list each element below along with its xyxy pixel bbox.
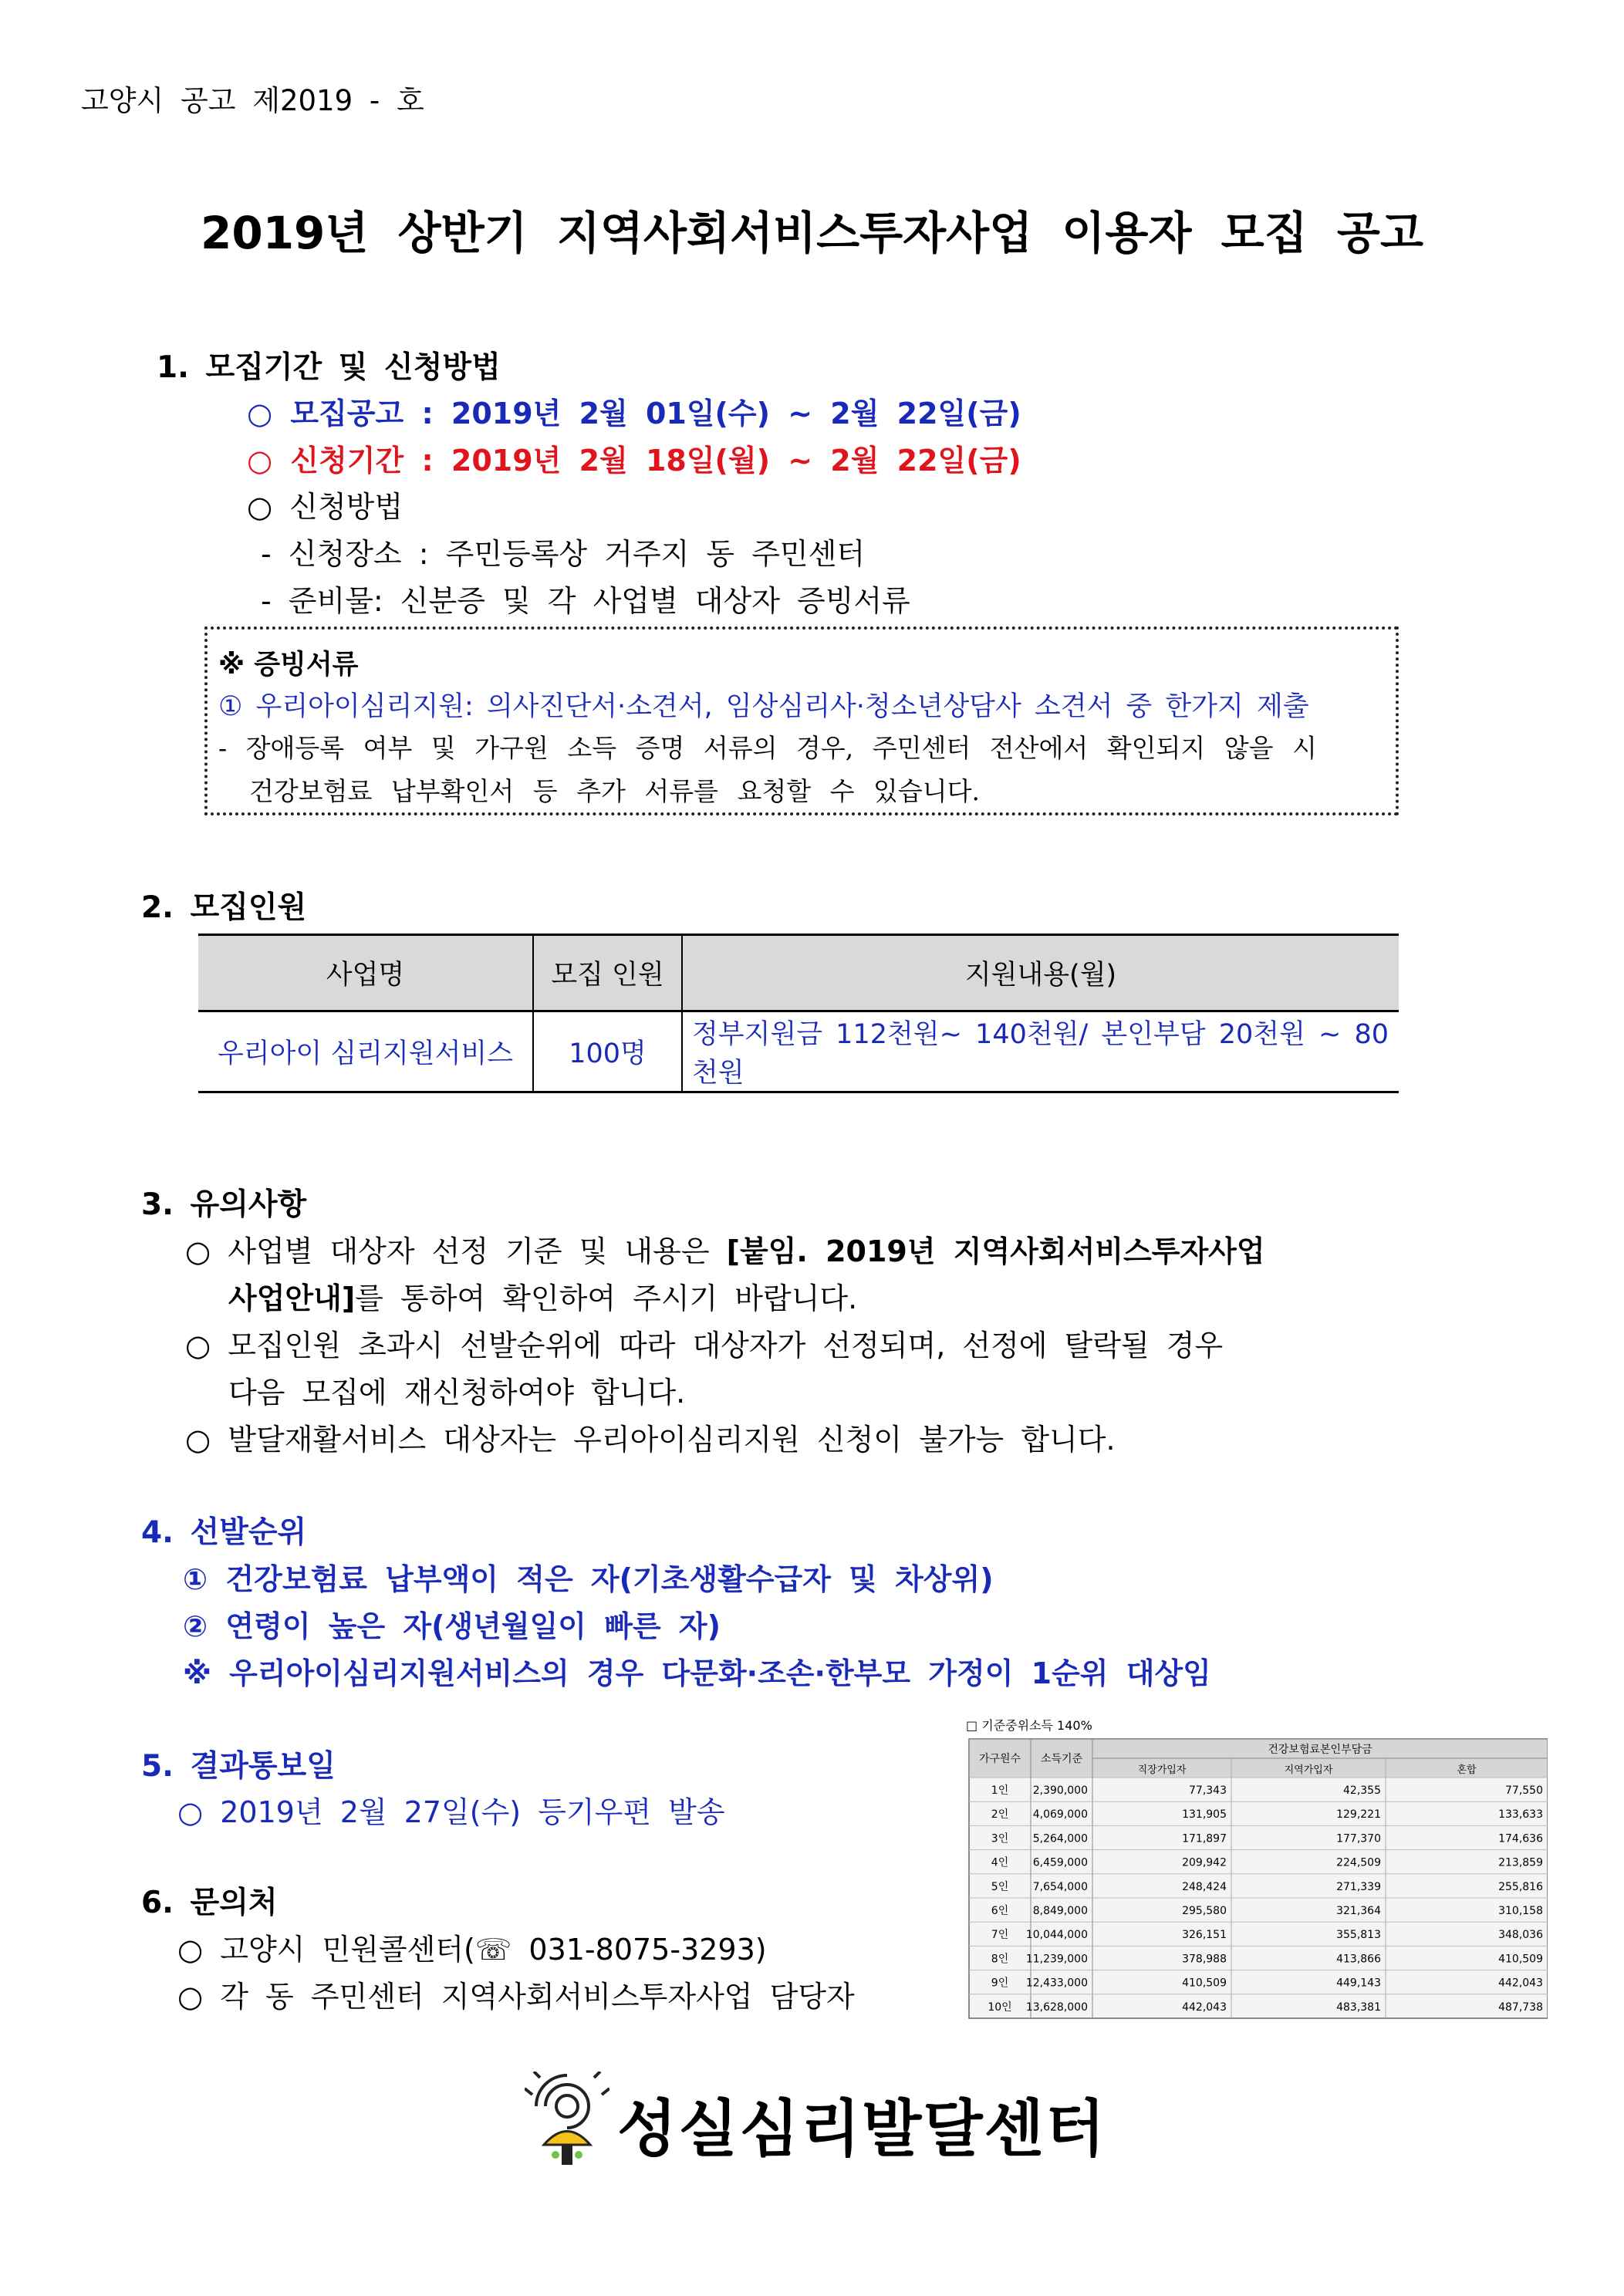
income-table-subheader: 지역가입자 [1284,1764,1333,1776]
notice-item-1-ref: [붙임. 2019년 지역사회서비스투자사업 [726,1234,1265,1268]
income-table-cell: 348,036 [1498,1929,1543,1942]
income-table-cell: 8,849,000 [1032,1905,1088,1917]
notice-item-2: ○ 모집인원 초과시 선발순위에 따라 대상자가 선정되며, 선정에 탈락될 경우 [185,1329,1224,1362]
income-table-cell: 77,343 [1189,1784,1227,1797]
section-4-heading: 4. 선발순위 [141,1515,307,1550]
document-number: 고양시 공고 제2019 - 호 [81,84,424,117]
notice-item-1 [185,1227,1265,1270]
income-table-cell: 13,628,000 [1025,2001,1088,2014]
section-3-heading: 3. 유의사항 [141,1187,307,1222]
notice-item-1-ref-end: 사업안내] [228,1281,356,1315]
income-table-cell: 442,043 [1182,2001,1227,2014]
evidence-title: ※ 증빙서류 [218,650,359,680]
application-method-label: ○ 신청방법 [247,490,403,524]
income-table-cell: 77,550 [1505,1784,1543,1797]
preparation-items: - 준비물: 신분증 및 각 사업별 대상자 증빙서류 [261,584,910,618]
income-table-cell: 410,509 [1498,1953,1543,1966]
income-table-subheader: 혼합 [1457,1764,1477,1776]
income-table-cell: 255,816 [1498,1880,1543,1893]
section-1-heading: 1. 모집기간 및 신청방법 [157,350,501,385]
notice-item-1-text-end: 를 통하여 확인하여 주시기 바랍니다. [355,1281,858,1315]
income-table-cell: 10인 [988,2001,1012,2014]
income-table-cell: 378,988 [1182,1953,1227,1966]
income-table-cell: 129,221 [1336,1808,1381,1822]
evidence-note-line-2: 건강보험료 납부확인서 등 추가 서류를 요청할 수 있습니다. [249,776,980,806]
recruit-announce-period: ○ 모집공고 : 2019년 2월 01일(수) ~ 2월 22일(금) [247,397,1021,430]
income-table-cell: 413,866 [1336,1953,1381,1966]
contact-callcenter: ○ 고양시 민원콜센터(☏ 031-8075-3293) [177,1933,767,1967]
income-table-cell: 487,738 [1498,2001,1543,2014]
income-table-cell: 8인 [991,1953,1009,1966]
center-logo-text: 성실심리발달센터 [617,2093,1107,2165]
income-table-cell: 11,239,000 [1025,1953,1088,1966]
notice-item-2-cont: 다음 모집에 재신청하여야 합니다. [228,1376,686,1410]
income-table-caption: □ 기준중위소득 140% [966,1718,1092,1733]
income-table-cell: 2인 [991,1808,1009,1822]
income-table-header-household: 가구원수 [978,1753,1021,1765]
income-table-cell: 177,370 [1336,1832,1381,1845]
center-logo-icon [525,2071,609,2168]
recruit-count-cell: 100명 [533,1011,682,1092]
table-header-row [198,935,1399,1011]
recruitment-table [198,934,1399,1093]
income-table-cell: 10,044,000 [1025,1929,1088,1942]
income-standard-table [963,1714,1548,2023]
column-header: 사업명 [198,935,533,1011]
income-table-cell: 224,509 [1336,1856,1381,1869]
evidence-item-1: ① 우리아이심리지원: 의사진단서·소견서, 임상심리사·청소년상담사 소견서 중 한가지 제출 [218,691,1309,722]
income-table-cell: 3인 [991,1832,1009,1845]
section-5-heading: 5. 결과통보일 [141,1749,336,1784]
income-table-cell: 326,151 [1182,1929,1227,1942]
income-table-cell: 483,381 [1336,2001,1381,2014]
income-table-cell: 6인 [991,1905,1009,1917]
notice-item-3: ○ 발달재활서비스 대상자는 우리아이심리지원 신청이 불가능 합니다. [185,1423,1116,1457]
income-table-cell: 9인 [991,1977,1009,1990]
application-period: ○ 신청기간 : 2019년 2월 18일(월) ~ 2월 22일(금) [247,444,1021,478]
income-table-header-income: 소득기준 [1040,1753,1083,1765]
application-place: - 신청장소 : 주민등록상 거주지 동 주민센터 [261,537,866,571]
notice-item-1-text: ○ 사업별 대상자 선정 기준 및 내용은 [185,1234,727,1268]
contact-community-center: ○ 각 동 주민센터 지역사회서비스투자사업 담당자 [177,1980,855,2014]
table-row [198,1011,1399,1092]
income-table-cell: 271,339 [1336,1880,1381,1893]
income-table-cell: 6,459,000 [1032,1856,1088,1869]
income-table-cell: 4,069,000 [1032,1808,1088,1822]
section-6-heading: 6. 문의처 [141,1886,278,1920]
income-table-cell: 310,158 [1498,1905,1543,1917]
priority-2: ② 연령이 높은 자(생년월일이 빠른 자) [183,1609,721,1643]
program-name-cell: 우리아이 심리지원서비스 [198,1011,533,1092]
income-table-cell: 410,509 [1182,1977,1227,1990]
income-table-cell: 213,859 [1498,1856,1543,1869]
income-table-header-group: 건강보험료본인부담금 [1268,1744,1372,1756]
income-table-cell: 449,143 [1336,1977,1381,1990]
income-table-cell: 209,942 [1182,1856,1227,1869]
result-date: ○ 2019년 2월 27일(수) 등기우편 발송 [177,1795,725,1829]
income-table-cell: 2,390,000 [1032,1784,1088,1797]
income-table-cell: 4인 [991,1856,1009,1869]
section-2-heading: 2. 모집인원 [141,890,307,925]
column-header: 모집 인원 [533,935,682,1011]
income-table-cell: 174,636 [1498,1832,1543,1845]
page-title: 2019년 상반기 지역사회서비스투자사업 이용자 모집 공고 [200,207,1423,259]
support-content-cell: 정부지원금 112천원~ 140천원/ 본인부담 20천원 ~ 80천원 [682,1011,1399,1092]
income-table-cell: 12,433,000 [1025,1977,1088,1990]
income-table-cell: 5,264,000 [1032,1832,1088,1845]
income-table-cell: 7,654,000 [1032,1880,1088,1893]
priority-1: ① 건강보험료 납부액이 적은 자(기초생활수급자 및 차상위) [183,1562,994,1596]
notice-item-1-cont [228,1275,857,1317]
income-table-cell: 248,424 [1182,1880,1227,1893]
income-table-cell: 1인 [991,1784,1009,1797]
income-table-cell: 133,633 [1498,1808,1543,1822]
income-table-subheader: 직장가입자 [1137,1764,1187,1776]
income-table-cell: 42,355 [1343,1784,1381,1797]
evidence-note-line-1: - 장애등록 여부 및 가구원 소득 증명 서류의 경우, 주민센터 전산에서 확인되지 않을 시 [218,733,1317,763]
evidence-documents-box [204,626,1399,815]
income-table-cell: 355,813 [1336,1929,1381,1942]
column-header: 지원내용(월) [682,935,1399,1011]
income-table-cell: 5인 [991,1880,1009,1893]
priority-note: ※ 우리아이심리지원서비스의 경우 다문화·조손·한부모 가정이 1순위 대상임 [183,1656,1211,1690]
income-table-cell: 321,364 [1336,1905,1381,1917]
income-table-cell: 7인 [991,1929,1009,1942]
income-table-cell: 171,897 [1182,1832,1227,1845]
income-table-cell: 131,905 [1182,1808,1227,1822]
income-table-cell: 442,043 [1498,1977,1543,1990]
income-table-cell: 295,580 [1182,1905,1227,1917]
